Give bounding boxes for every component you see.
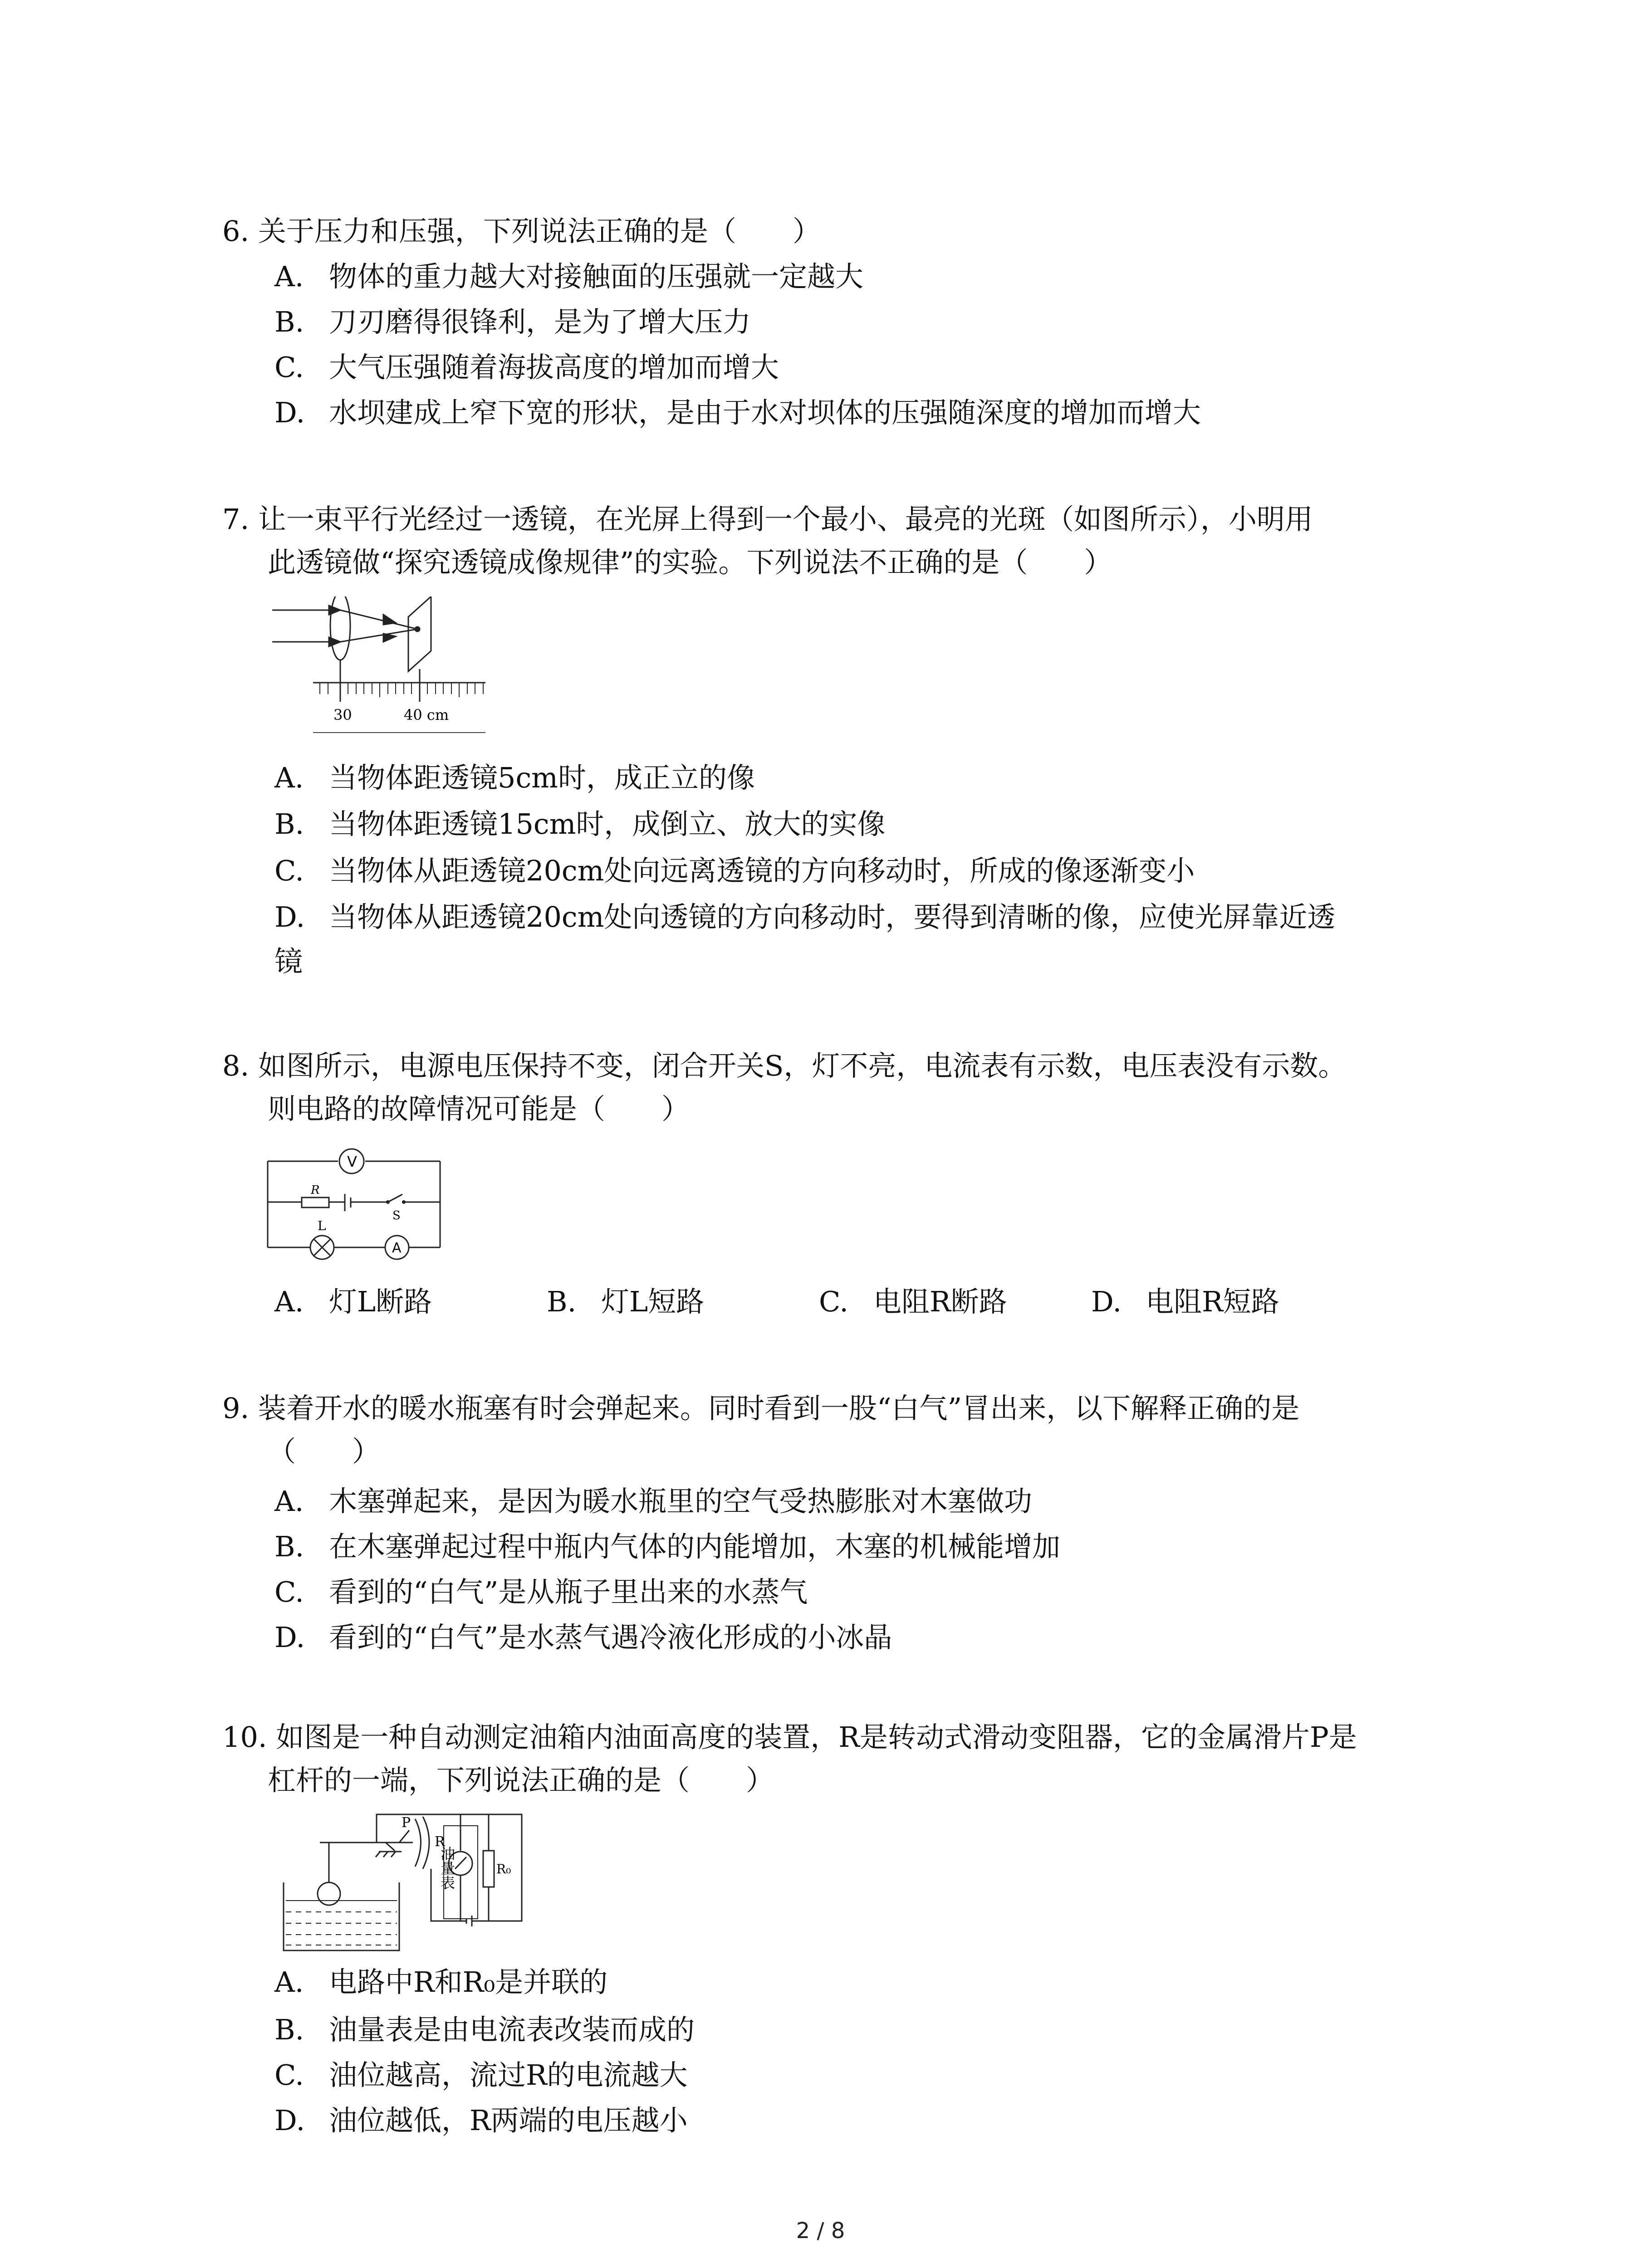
option-a xyxy=(274,259,863,295)
question-10-stem-line2: 杠杆的一端，下列说法正确的是（ ） xyxy=(268,1764,774,1797)
option-a xyxy=(274,1483,1032,1520)
option-d xyxy=(274,1619,892,1656)
question-6-stem: 6. 关于压力和压强，下列说法正确的是（ ） xyxy=(222,215,821,248)
option-text: 木塞弹起来，是因为暖水瓶里的空气受热膨胀对木塞做功 xyxy=(329,1485,1033,1518)
option-d xyxy=(274,395,1201,431)
option-a xyxy=(274,1964,607,2000)
option-a xyxy=(274,760,755,796)
option-label: C. xyxy=(274,854,304,887)
option-d xyxy=(1091,1284,1363,1320)
option-text: 水坝建成上窄下宽的形状，是由于水对坝体的压强随深度的增加而增大 xyxy=(329,396,1201,429)
oil-gauge-figure xyxy=(277,1810,531,1955)
option-c xyxy=(274,1574,808,1610)
option-d-continuation: 镜 xyxy=(274,945,303,978)
resistor0-label: R₀ xyxy=(496,1862,511,1877)
option-label: B. xyxy=(274,807,304,841)
resistor-label: R xyxy=(311,1183,320,1197)
option-text: 电阻R短路 xyxy=(1146,1285,1279,1318)
option-text: 物体的重力越大对接触面的压强就一定越大 xyxy=(329,260,864,293)
option-label: C. xyxy=(274,351,304,384)
option-text: 油位越高，流过R的电流越大 xyxy=(329,2058,688,2092)
question-8-stem-line1: 8. 如图所示，电源电压保持不变，闭合开关S，灯不亮，电流表有示数，电压表没有示数。 xyxy=(222,1049,1347,1082)
question-8-options xyxy=(274,1284,1363,1320)
option-text: 看到的“白气”是水蒸气遇冷液化形成的小冰晶 xyxy=(329,1621,892,1654)
option-label: D. xyxy=(274,900,305,934)
option-b xyxy=(274,1529,1060,1565)
option-label: A. xyxy=(274,1285,304,1318)
oil-surface xyxy=(286,1901,397,1945)
question-7-stem-line1: 7. 让一束平行光经过一透镜，在光屏上得到一个最小、最亮的光斑（如图所示），小明用 xyxy=(222,503,1313,536)
question-7-stem-line2: 此透镜做“探究透镜成像规律”的实验。下列说法不正确的是（ ） xyxy=(268,546,1112,579)
circuit-figure xyxy=(265,1143,447,1261)
option-text: 灯L断路 xyxy=(329,1285,432,1318)
option-text: 当物体从距透镜20cm处向透镜的方向移动时，要得到清晰的像，应使光屏靠近透 xyxy=(329,900,1336,934)
slider-label: P xyxy=(402,1815,411,1831)
voltmeter-label: V xyxy=(347,1153,357,1170)
option-text: 当物体距透镜5cm时，成正立的像 xyxy=(329,761,755,794)
question-9-stem-line1: 9. 装着开水的暖水瓶塞有时会弹起来。同时看到一股“白气”冒出来，以下解释正确的是 xyxy=(222,1392,1300,1425)
option-b xyxy=(274,806,885,842)
option-text: 大气压强随着海拔高度的增加而增大 xyxy=(329,351,779,384)
option-a xyxy=(274,1284,547,1320)
option-label: C. xyxy=(819,1285,848,1318)
option-c xyxy=(274,853,1195,889)
option-label: D. xyxy=(274,2104,305,2137)
question-9-stem-line2: （ ） xyxy=(268,1435,381,1468)
option-label: A. xyxy=(274,761,304,794)
switch-label: S xyxy=(392,1209,401,1222)
option-label: D. xyxy=(1091,1285,1122,1318)
option-label: B. xyxy=(274,305,304,338)
ammeter-label: A xyxy=(392,1240,402,1256)
option-b xyxy=(274,304,751,340)
option-c xyxy=(819,1284,1091,1320)
lens-figure xyxy=(268,596,495,742)
rheostat-label: R xyxy=(435,1834,445,1850)
option-label: C. xyxy=(274,1575,304,1608)
option-text: 油位越低，R两端的电压越小 xyxy=(329,2104,688,2137)
option-b xyxy=(274,2012,695,2048)
option-c xyxy=(274,2057,688,2093)
option-text: 当物体从距透镜20cm处向远离透镜的方向移动时，所成的像逐渐变小 xyxy=(329,854,1195,887)
option-b xyxy=(547,1284,819,1320)
meter-label: 油量表 xyxy=(438,1846,456,1890)
option-d xyxy=(274,899,1335,935)
option-text: 在木塞弹起过程中瓶内气体的内能增加，木塞的机械能增加 xyxy=(329,1530,1061,1563)
question-10-stem-line1: 10. 如图是一种自动测定油箱内油面高度的装置，R是转动式滑动变阻器，它的金属滑片P是 xyxy=(222,1721,1357,1754)
option-label: B. xyxy=(274,1530,304,1563)
option-text: 灯L短路 xyxy=(601,1285,705,1318)
tick-label-30: 30 xyxy=(333,706,352,723)
tick-label-40cm: 40 cm xyxy=(404,706,449,723)
option-text: 看到的“白气”是从瓶子里出来的水蒸气 xyxy=(329,1575,808,1608)
option-c xyxy=(274,349,779,386)
option-text: 电路中R和R₀是并联的 xyxy=(329,1965,608,1999)
option-label: C. xyxy=(274,2058,304,2092)
option-label: A. xyxy=(274,260,304,293)
ruler-ticks xyxy=(320,683,483,697)
option-label: A. xyxy=(274,1485,304,1518)
option-label: D. xyxy=(274,396,305,429)
option-label: A. xyxy=(274,1965,304,1999)
option-label: B. xyxy=(547,1285,577,1318)
option-text: 当物体距透镜15cm时，成倒立、放大的实像 xyxy=(329,807,886,841)
option-text: 刀刃磨得很锋利，是为了增大压力 xyxy=(329,305,751,338)
option-text: 电阻R断路 xyxy=(873,1285,1007,1318)
lamp-label: L xyxy=(318,1218,326,1233)
question-8-stem-line2: 则电路的故障情况可能是（ ） xyxy=(268,1092,690,1125)
option-label: B. xyxy=(274,2013,304,2046)
page-number: 2 / 8 xyxy=(796,2218,845,2244)
option-text: 油量表是由电流表改装而成的 xyxy=(329,2013,695,2046)
option-d xyxy=(274,2102,688,2139)
option-label: D. xyxy=(274,1621,305,1654)
